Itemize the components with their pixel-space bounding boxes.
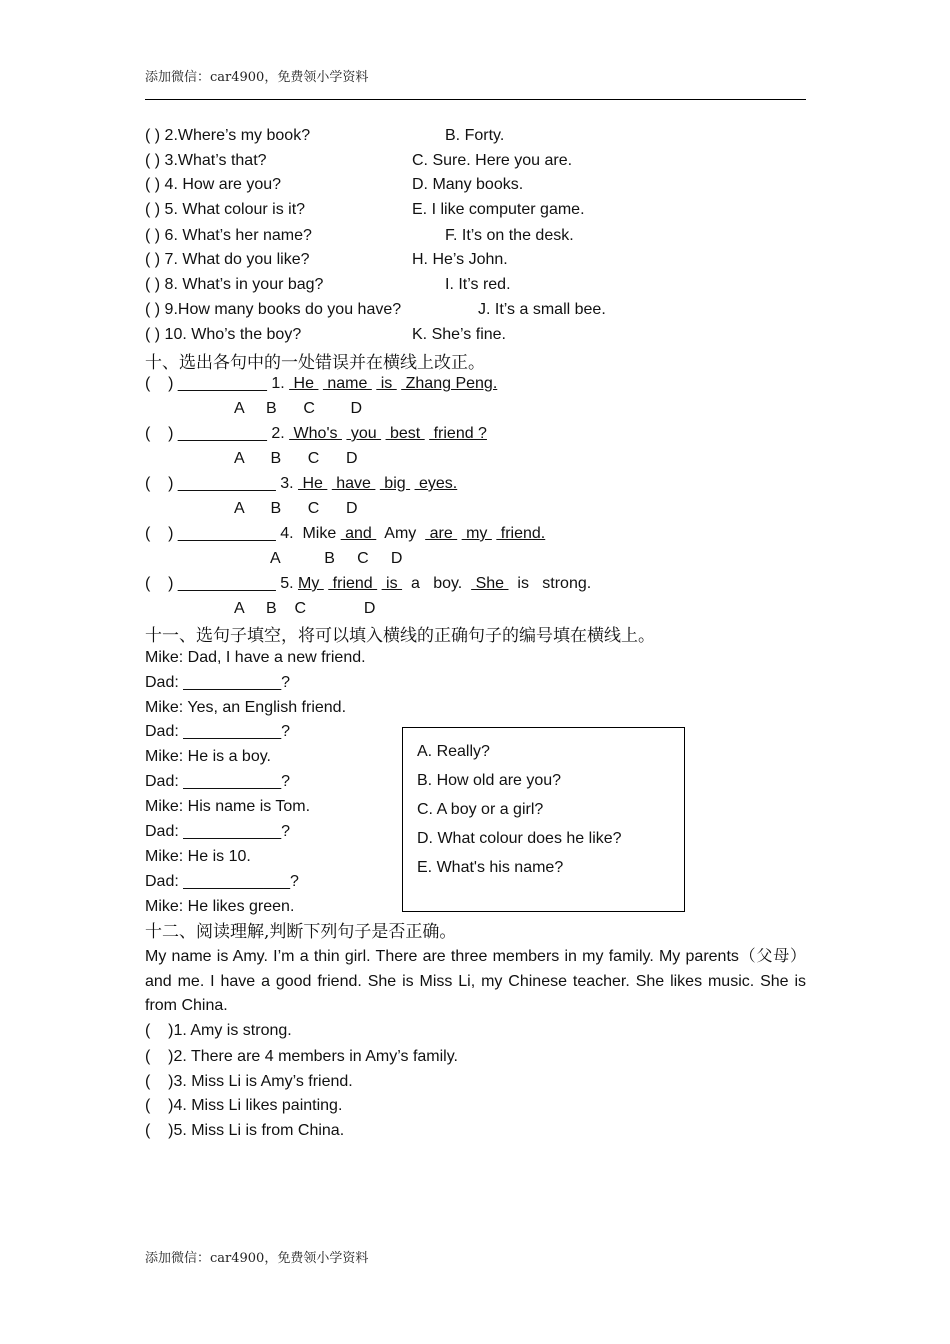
option-b: you [346, 425, 382, 442]
option-a: He [298, 475, 328, 492]
statement-1: ( )1. Amy is strong. [145, 1022, 292, 1039]
section-10-title: 十、选出各句中的一处错误并在横线上改正。 [145, 353, 485, 373]
answer-h: H. He’s John. [412, 251, 508, 268]
statement-3: ( )3. Miss Li is Amy’s friend. [145, 1073, 353, 1090]
option-c-text: C. A boy or a girl? [417, 801, 544, 818]
option-b: have [331, 475, 376, 492]
error-item-5-letters: A B C D [234, 600, 376, 617]
option-a-text: A. Really? [417, 743, 490, 760]
question-3: ( ) 3.What’s that? [145, 152, 267, 169]
option-c: is [381, 575, 403, 592]
option-d: friend. [496, 525, 546, 542]
dialogue-line: Mike: His name is Tom. [145, 798, 311, 815]
error-item-1 [145, 374, 497, 394]
error-item-3 [145, 474, 457, 494]
question-9: ( ) 9.How many books do you have? [145, 301, 402, 318]
statement-2: ( )2. There are 4 members in Amy’s family. [145, 1048, 458, 1065]
dialogue-line: Mike: Yes, an English friend. [145, 699, 347, 716]
question-2: ( ) 2.Where’s my book? [145, 127, 311, 144]
option-d: She [471, 575, 509, 592]
dialogue-line: Mike: Dad, I have a new friend. [145, 649, 366, 666]
question-5: ( ) 5. What colour is it? [145, 201, 306, 218]
answer-f: F. It’s on the desk. [445, 227, 574, 244]
option-a: He [289, 375, 319, 392]
error-item-prefix: ( ) ___________ 5. [145, 575, 298, 592]
page-footer: 添加微信：car4900，免费领小学资料 [145, 1251, 369, 1266]
error-item-3-letters: A B C D [234, 500, 358, 517]
option-b: friend [328, 575, 378, 592]
option-a: and [340, 525, 377, 542]
option-d: friend ? [429, 425, 487, 442]
option-e-text: E. What's his name? [417, 859, 564, 876]
dialogue-line: Mike: He is a boy. [145, 748, 271, 765]
question-6: ( ) 6. What’s her name? [145, 227, 312, 244]
dialogue-line: Dad: ___________? [145, 674, 291, 691]
gap: a boy. [402, 575, 472, 592]
option-c: my [461, 525, 492, 542]
statement-4: ( )4. Miss Li likes painting. [145, 1097, 343, 1114]
answer-b: B. Forty. [445, 127, 505, 144]
option-d: Zhang Peng. [401, 375, 498, 392]
answer-k: K. She’s fine. [412, 326, 506, 343]
statement-5: ( )5. Miss Li is from China. [145, 1122, 345, 1139]
answer-e: E. I like computer game. [412, 201, 585, 218]
option-b-text: B. How old are you? [417, 772, 562, 789]
reading-passage: My name is Amy. I’m a thin girl. There are three members in my family. My parents（父母） and me. I have a good friend. She is Miss Li, my Chinese teacher. She likes music. She is from China. [145, 948, 806, 1014]
option-b: name [322, 375, 372, 392]
dialogue-line: Dad: ____________? [145, 873, 299, 890]
option-d-text: D. What colour does he like? [417, 830, 622, 847]
option-c: is [376, 375, 397, 392]
section-12-title: 十二、阅读理解,判断下列句子是否正确。 [145, 922, 457, 942]
dialogue-line: Dad: ___________? [145, 773, 291, 790]
dialogue-line: Mike: He is 10. [145, 848, 251, 865]
dialogue-line: Dad: ___________? [145, 823, 291, 840]
error-item-prefix: ( ) __________ 1. [145, 375, 290, 392]
option-a: Who's [289, 425, 342, 442]
error-item-4-letters: A B C D [270, 550, 403, 567]
page-header: 添加微信：car4900，免费领小学资料 [145, 70, 369, 85]
error-item-5 [145, 574, 591, 594]
error-item-2-letters: A B C D [234, 450, 358, 467]
answer-c: C. Sure. Here you are. [412, 152, 573, 169]
error-item-1-letters: A B C D [234, 400, 363, 417]
gap: Amy [376, 525, 426, 542]
dialogue-line: Mike: He likes green. [145, 898, 295, 915]
answer-i: I. It’s red. [445, 276, 511, 293]
error-item-prefix: ( ) ___________ 3. [145, 475, 298, 492]
option-a: My [298, 575, 324, 592]
question-4: ( ) 4. How are you? [145, 176, 282, 193]
option-c: big [379, 475, 411, 492]
question-8: ( ) 8. What’s in your bag? [145, 276, 324, 293]
answer-j: J. It’s a small bee. [478, 301, 606, 318]
error-item-4 [145, 524, 545, 544]
error-item-prefix: ( ) __________ 2. [145, 425, 290, 442]
dialogue-line: Dad: ___________? [145, 723, 291, 740]
option-c: best [385, 425, 425, 442]
error-item-2 [145, 424, 487, 444]
header-rule [145, 99, 806, 100]
question-10: ( ) 10. Who’s the boy? [145, 326, 302, 343]
sentence-end: is strong. [508, 575, 592, 592]
question-7: ( ) 7. What do you like? [145, 251, 310, 268]
option-b: are [425, 525, 458, 542]
section-11-title: 十一、选句子填空，将可以填入横线的正确句子的编号填在横线上。 [145, 626, 655, 646]
answer-d: D. Many books. [412, 176, 524, 193]
option-d: eyes. [414, 475, 458, 492]
options-box [402, 727, 685, 912]
error-item-prefix: ( ) ___________ 4. Mike [145, 525, 341, 542]
